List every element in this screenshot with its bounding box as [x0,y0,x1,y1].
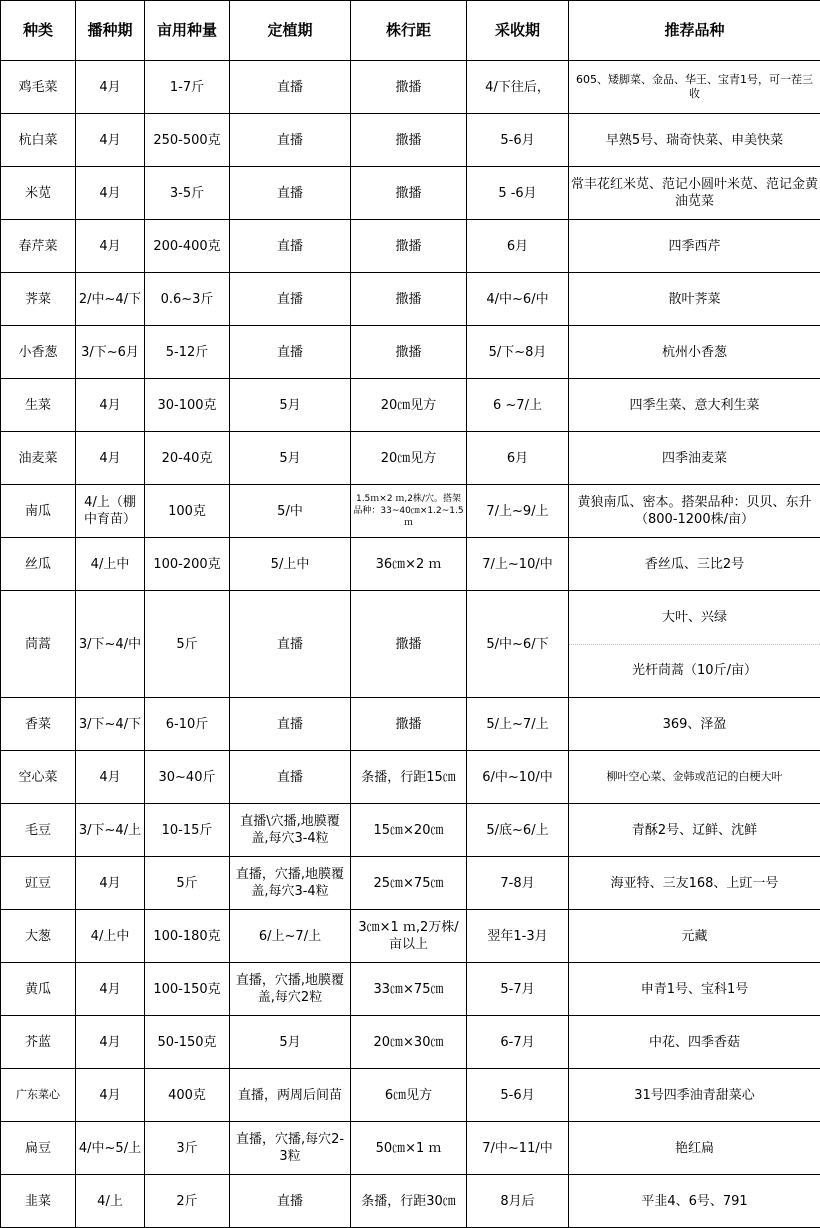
table-row [1,538,820,591]
planting-period: 5月 [230,432,351,485]
variety-line: 光杆茼蒿（10斤/亩） [569,645,820,698]
spacing: 6㎝见方 [351,1069,467,1122]
seed-amount: 250-500克 [145,114,230,167]
harvest-period: 7/上~10/中 [467,538,569,591]
sowing-period: 3/下~4/中 [76,591,145,698]
seed-amount: 2斤 [145,1175,230,1228]
harvest-period: 5/中~6/下 [467,591,569,698]
crop-name: 香菜 [1,698,76,751]
table-row [1,804,820,857]
table-row [1,1016,820,1069]
table-row [1,167,820,220]
crop-name: 空心菜 [1,751,76,804]
recommended-varieties: 四季生菜、意大利生菜 [569,379,820,432]
recommended-varieties: 青酥2号、辽鲜、沈鲜 [569,804,820,857]
seed-amount: 100-150克 [145,963,230,1016]
seed-amount: 3-5斤 [145,167,230,220]
planting-period: 5/中 [230,485,351,538]
sowing-period: 4/上 [76,1175,145,1228]
harvest-period: 4/中~6/中 [467,273,569,326]
recommended-varieties: 中花、四季香菇 [569,1016,820,1069]
planting-period: 直播 [230,167,351,220]
planting-period: 5月 [230,1016,351,1069]
recommended-varieties [569,591,820,698]
seed-amount: 200-400克 [145,220,230,273]
planting-period: 直播，穴播,每穴2-3粒 [230,1122,351,1175]
spacing: 20㎝见方 [351,379,467,432]
table-row [1,751,820,804]
crop-name: 豇豆 [1,857,76,910]
spacing: 撒播 [351,167,467,220]
table-row [1,1175,820,1228]
table-row [1,220,820,273]
seed-amount: 3斤 [145,1122,230,1175]
header-cell: 播种期 [76,1,145,61]
seed-amount: 50-150克 [145,1016,230,1069]
seed-amount: 1-7斤 [145,61,230,114]
crop-name: 米苋 [1,167,76,220]
table-row [1,963,820,1016]
seed-amount: 30-100克 [145,379,230,432]
sowing-period: 4/上（棚中育苗） [76,485,145,538]
sowing-period: 4/中~5/上 [76,1122,145,1175]
spacing: 15㎝×20㎝ [351,804,467,857]
crop-name: 南瓜 [1,485,76,538]
sowing-period: 3/下~6月 [76,326,145,379]
header-cell: 亩用种量 [145,1,230,61]
table-row [1,61,820,114]
seed-amount: 5-12斤 [145,326,230,379]
harvest-period: 6-7月 [467,1016,569,1069]
recommended-varieties: 常丰花红米苋、范记小圆叶米苋、范记金黄油苋菜 [569,167,820,220]
crop-name: 小香葱 [1,326,76,379]
recommended-varieties: 香丝瓜、三比2号 [569,538,820,591]
recommended-varieties: 元藏 [569,910,820,963]
planting-period: 直播 [230,61,351,114]
planting-period: 5/上中 [230,538,351,591]
table-row [1,910,820,963]
planting-period: 直播 [230,114,351,167]
spacing: 条播，行距30㎝ [351,1175,467,1228]
planting-period: 直播 [230,751,351,804]
header-cell: 定植期 [230,1,351,61]
spacing: 1.5ｍ×2 ｍ,2株/穴。搭架品种：33~40㎝×1.2~1.5 ｍ [351,485,467,538]
crop-name: 芥蓝 [1,1016,76,1069]
planting-period: 直播 [230,698,351,751]
recommended-varieties: 早熟5号、瑞奇快菜、申美快菜 [569,114,820,167]
crop-name: 油麦菜 [1,432,76,485]
table-row [1,857,820,910]
sowing-period: 4月 [76,379,145,432]
harvest-period: 6 ~7/上 [467,379,569,432]
header-row [1,1,820,61]
recommended-varieties: 四季西芹 [569,220,820,273]
crop-name: 茼蒿 [1,591,76,698]
seed-amount: 100克 [145,485,230,538]
seed-amount: 100-200克 [145,538,230,591]
planting-period: 直播 [230,273,351,326]
header-cell: 种类 [1,1,76,61]
planting-period: 直播，穴播,地膜覆盖,每穴2粒 [230,963,351,1016]
planting-period: 直播，两周后间苗 [230,1069,351,1122]
harvest-period: 5 -6月 [467,167,569,220]
seed-amount: 100-180克 [145,910,230,963]
spacing: 20㎝×30㎝ [351,1016,467,1069]
recommended-varieties: 杭州小香葱 [569,326,820,379]
table-row [1,591,820,698]
table-row [1,432,820,485]
crop-name: 春芹菜 [1,220,76,273]
harvest-period: 5-6月 [467,1069,569,1122]
spacing: 33㎝×75㎝ [351,963,467,1016]
table-row [1,698,820,751]
recommended-varieties: 柳叶空心菜、金韩或范记的白梗大叶 [569,751,820,804]
harvest-period: 7/上~9/上 [467,485,569,538]
sowing-period: 3/下~4/下 [76,698,145,751]
seed-amount: 10-15斤 [145,804,230,857]
planting-period: 直播 [230,326,351,379]
recommended-varieties: 艳红扁 [569,1122,820,1175]
harvest-period: 7-8月 [467,857,569,910]
sowing-period: 4月 [76,857,145,910]
table-row [1,114,820,167]
harvest-period: 5/上~7/上 [467,698,569,751]
crop-name: 鸡毛菜 [1,61,76,114]
sowing-period: 3/下~4/上 [76,804,145,857]
harvest-period: 5/下~8月 [467,326,569,379]
seed-amount: 400克 [145,1069,230,1122]
table-row [1,1122,820,1175]
spacing: 撒播 [351,698,467,751]
spacing: 撒播 [351,220,467,273]
header-cell: 株行距 [351,1,467,61]
sowing-period: 4月 [76,220,145,273]
planting-period: 直播，穴播,地膜覆盖,每穴3-4粒 [230,857,351,910]
seed-amount: 0.6~3斤 [145,273,230,326]
seed-amount: 5斤 [145,857,230,910]
table-row [1,379,820,432]
harvest-period: 6月 [467,432,569,485]
recommended-varieties: 31号四季油青甜菜心 [569,1069,820,1122]
sowing-period: 4月 [76,167,145,220]
sowing-period: 4月 [76,751,145,804]
header-cell: 推荐品种 [569,1,820,61]
planting-period: 6/上~7/上 [230,910,351,963]
spacing: 撒播 [351,61,467,114]
spacing: 撒播 [351,591,467,698]
sowing-period: 4月 [76,61,145,114]
crop-name: 生菜 [1,379,76,432]
variety-line: 大叶、兴绿 [569,591,820,645]
crop-name: 广东菜心 [1,1069,76,1122]
recommended-varieties: 平韭4、6号、791 [569,1175,820,1228]
harvest-period: 6/中~10/中 [467,751,569,804]
harvest-period: 5-6月 [467,114,569,167]
harvest-period: 5/底~6/上 [467,804,569,857]
sowing-period: 2/中~4/下 [76,273,145,326]
crop-name: 大葱 [1,910,76,963]
sowing-period: 4月 [76,432,145,485]
recommended-varieties: 369、泽盈 [569,698,820,751]
spacing: 20㎝见方 [351,432,467,485]
crop-name: 毛豆 [1,804,76,857]
harvest-period: 5-7月 [467,963,569,1016]
spacing: 撒播 [351,326,467,379]
planting-period: 直播 [230,1175,351,1228]
harvest-period: 4/下往后， [467,61,569,114]
header-cell: 采收期 [467,1,569,61]
sowing-period: 4月 [76,114,145,167]
recommended-varieties: 四季油麦菜 [569,432,820,485]
sowing-period: 4/上中 [76,910,145,963]
harvest-period: 翌年1-3月 [467,910,569,963]
spacing: 条播，行距15㎝ [351,751,467,804]
planting-period: 直播\穴播,地膜覆盖,每穴3-4粒 [230,804,351,857]
spacing: 3㎝×1 ｍ,2万株/亩以上 [351,910,467,963]
spacing: 36㎝×2 ｍ [351,538,467,591]
spacing: 25㎝×75㎝ [351,857,467,910]
sowing-period: 4月 [76,1069,145,1122]
sowing-period: 4月 [76,1016,145,1069]
table-row [1,273,820,326]
table-row [1,326,820,379]
spacing: 撒播 [351,273,467,326]
seed-amount: 6-10斤 [145,698,230,751]
planting-period: 直播 [230,220,351,273]
crop-name: 杭白菜 [1,114,76,167]
sowing-period: 4/上中 [76,538,145,591]
harvest-period: 8月后 [467,1175,569,1228]
recommended-varieties: 申青1号、宝科1号 [569,963,820,1016]
spacing: 50㎝×1 ｍ [351,1122,467,1175]
recommended-varieties: 黄狼南瓜、密本。搭架品种：贝贝、东升（800-1200株/亩） [569,485,820,538]
table-row [1,1069,820,1122]
seed-amount: 5斤 [145,591,230,698]
recommended-varieties: 海亚特、三友168、上豇一号 [569,857,820,910]
harvest-period: 7/中~11/中 [467,1122,569,1175]
seed-amount: 20-40克 [145,432,230,485]
table-row [1,485,820,538]
sowing-period: 4月 [76,963,145,1016]
crop-name: 荠菜 [1,273,76,326]
crop-name: 韭菜 [1,1175,76,1228]
seed-amount: 30~40斤 [145,751,230,804]
spacing: 撒播 [351,114,467,167]
recommended-varieties: 605、矮脚菜、金品、华王、宝青1号，可一茬三收 [569,61,820,114]
crop-name: 黄瓜 [1,963,76,1016]
crop-name: 扁豆 [1,1122,76,1175]
recommended-varieties: 散叶荠菜 [569,273,820,326]
crop-name: 丝瓜 [1,538,76,591]
harvest-period: 6月 [467,220,569,273]
planting-period: 直播 [230,591,351,698]
planting-period: 5月 [230,379,351,432]
